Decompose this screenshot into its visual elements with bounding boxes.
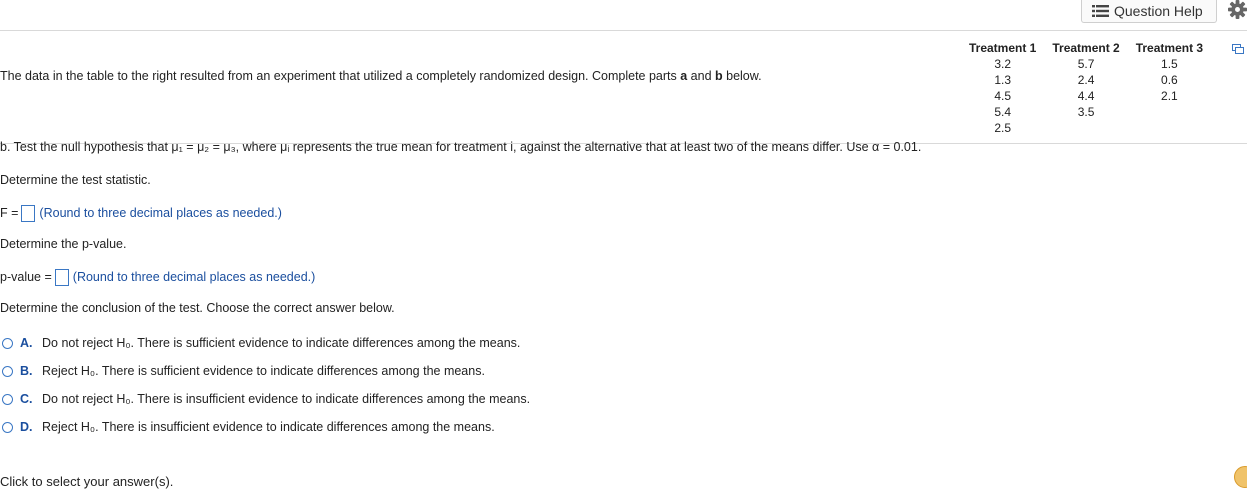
option-a[interactable]: A. Do not reject H₀. There is sufficient evidence to indicate differences among the means.: [0, 336, 520, 350]
hypothesis-text: b. Test the null hypothesis that μ₁ = μ₂ = μ₃, where μᵢ represents the true mean for treatment i, against the alternative that at least two of the means differ. Use α = 0.01.: [0, 140, 922, 154]
list-icon: [1092, 5, 1109, 17]
table-row: 5.4 3.5: [994, 105, 1095, 119]
f-hint: (Round to three decimal places as needed.): [39, 205, 282, 220]
option-text: Reject H₀. There is insufficient evidence to indicate differences among the means.: [42, 420, 495, 434]
top-bar: [0, 0, 1247, 31]
p-value-hint: (Round to three decimal places as needed.): [72, 269, 316, 284]
p-value-prompt: Determine the p-value.: [0, 237, 127, 251]
p-value-answer-input[interactable]: [55, 269, 69, 286]
table-header: Treatment 1: [969, 41, 1037, 55]
footer-instruction: Click to select your answer(s).: [0, 474, 174, 489]
table-row: 3.2 5.7 1.5: [994, 57, 1178, 71]
option-b[interactable]: B. Reject H₀. There is sufficient evidence to indicate differences among the means.: [0, 364, 485, 378]
option-text: Do not reject H₀. There is sufficient evidence to indicate differences among the means.: [42, 336, 521, 350]
p-value-row: [0, 269, 315, 286]
option-text: Reject H₀. There is sufficient evidence to indicate differences among the means.: [42, 364, 485, 378]
question-intro: The data in the table to the right resulted from an experiment that utilized a completely randomized design. Complete parts a and b below.: [0, 69, 762, 83]
table-row: 4.5 4.4 2.1: [994, 89, 1178, 103]
option-d[interactable]: D. Reject H₀. There is insufficient evidence to indicate differences among the means.: [0, 420, 495, 434]
radio-button[interactable]: [2, 394, 13, 405]
copy-table-icon[interactable]: [1232, 44, 1244, 54]
test-statistic-prompt: Determine the test statistic.: [0, 173, 151, 187]
table-header: Treatment 2: [1052, 41, 1120, 55]
test-statistic-row: [0, 205, 282, 222]
radio-button[interactable]: [2, 338, 13, 349]
option-c[interactable]: C. Do not reject H₀. There is insufficient evidence to indicate differences among the means.: [0, 392, 530, 406]
p-value-label: p-value =: [0, 269, 52, 284]
question-help-button[interactable]: [1081, 0, 1217, 23]
radio-button[interactable]: [2, 422, 13, 433]
f-label: F =: [0, 205, 19, 220]
data-table: [961, 40, 1211, 136]
table-header: Treatment 3: [1135, 41, 1204, 55]
conclusion-prompt: Determine the conclusion of the test. Choose the correct answer below.: [0, 301, 395, 315]
help-icon[interactable]: [1234, 466, 1247, 488]
gear-icon[interactable]: [1228, 0, 1247, 19]
question-help-label: Question Help: [1114, 3, 1203, 19]
table-row: 1.3 2.4 0.6: [994, 73, 1178, 87]
option-text: Do not reject H₀. There is insufficient evidence to indicate differences among the means.: [42, 392, 531, 406]
f-answer-input[interactable]: [21, 205, 35, 222]
table-row: 2.5: [994, 121, 1012, 135]
radio-button[interactable]: [2, 366, 13, 377]
